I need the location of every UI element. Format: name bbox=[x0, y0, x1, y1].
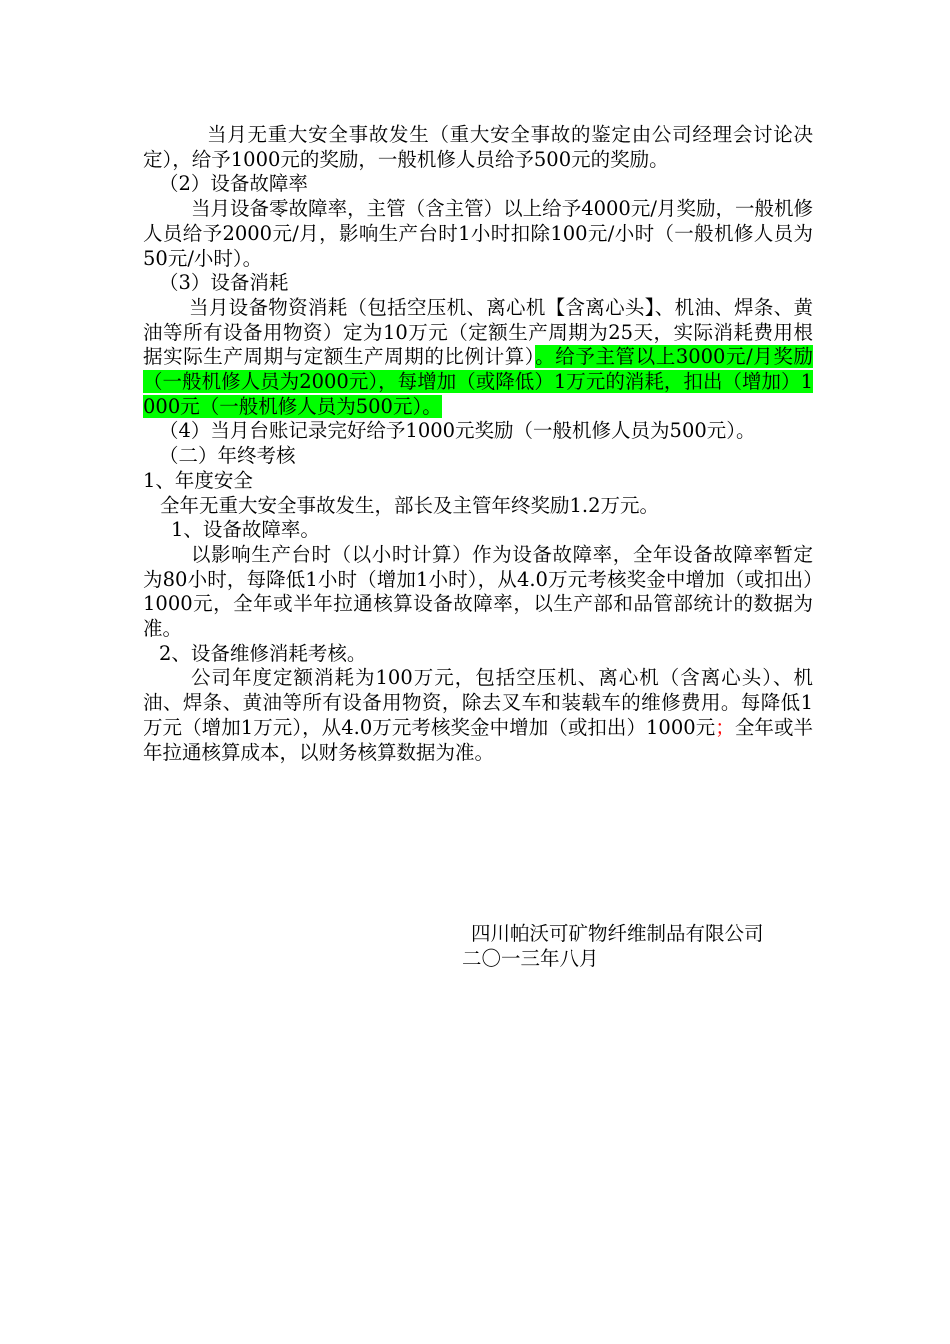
heading-maintenance: 2、设备维修消耗考核。 bbox=[159, 641, 367, 665]
signature-block bbox=[462, 921, 822, 971]
paragraph-ledger: （4）当月台账记录完好给予1000元奖励（一般机修人员为500元）。 bbox=[159, 419, 756, 443]
paragraph-safety-reward: 当月无重大安全事故发生（重大安全事故的鉴定由公司经理会讨论决定），给予1000元的奖励，一般机修人员给予500元的奖励。 bbox=[143, 123, 813, 171]
maintenance-semicolon: ； bbox=[715, 715, 735, 739]
paragraph-annual-fault: 以影响生产台时（以小时计算）作为设备故障率，全年设备故障率暂定为80小时，每降低1小时（增加1小时），从4.0万元考核奖金中增加（或扣出）1000元，全年或半年拉通核算设备故障率，以生产部和品管部统计的数据为准。 bbox=[143, 542, 813, 641]
heading-annual-safety: 1、年度安全 bbox=[143, 468, 253, 492]
signature-company: 四川帕沃可矿物纤维制品有限公司 bbox=[471, 922, 764, 945]
paragraph-consumption bbox=[143, 296, 813, 420]
heading-annual-fault: 1、设备故障率。 bbox=[171, 518, 320, 542]
consumption-text: 当月设备物资消耗（包括空压机、离心机【含离心头】、机油、焊条、黄油等所有设备用物资）定为10万元（定额生产周期为25天，实际消耗费用根据实际生产周期与定额生产周期的比例计算） bbox=[143, 295, 813, 369]
document-body bbox=[143, 123, 813, 765]
heading-consumption: （3）设备消耗 bbox=[159, 271, 289, 295]
maintenance-text-a: 公司年度定额消耗为100万元，包括空压机、离心机（含离心头）、机油、焊条、黄油等所有设备用物资，除去叉车和装载车的维修费用。每降低1万元（增加1万元），从4.0万元考核奖金中增加（或扣出）1000元 bbox=[143, 666, 813, 739]
paragraph-maintenance bbox=[143, 666, 813, 765]
maintenance-text-b: 全年或半年拉通核算成本，以财务核算数据为准。 bbox=[143, 715, 813, 764]
paragraph-fault-rate: 当月设备零故障率，主管（含主管）以上给予4000元/月奖励，一般机修人员给予2000元/月，影响生产台时1小时扣除100元/小时（一般机修人员为50元/小时）。 bbox=[143, 197, 813, 270]
heading-year-end: （二）年终考核 bbox=[159, 444, 296, 468]
signature-date: 二〇一三年八月 bbox=[462, 947, 599, 970]
consumption-highlighted-text: 。给予主管以上3000元/月奖励（一般机修人员为2000元），每增加（或降低）1万元的消耗，扣出（增加）1000元（一般机修人员为500元）。 bbox=[143, 345, 813, 418]
heading-fault-rate: （2）设备故障率 bbox=[159, 172, 308, 196]
paragraph-annual-safety: 全年无重大安全事故发生，部长及主管年终奖励1.2万元。 bbox=[160, 493, 660, 517]
